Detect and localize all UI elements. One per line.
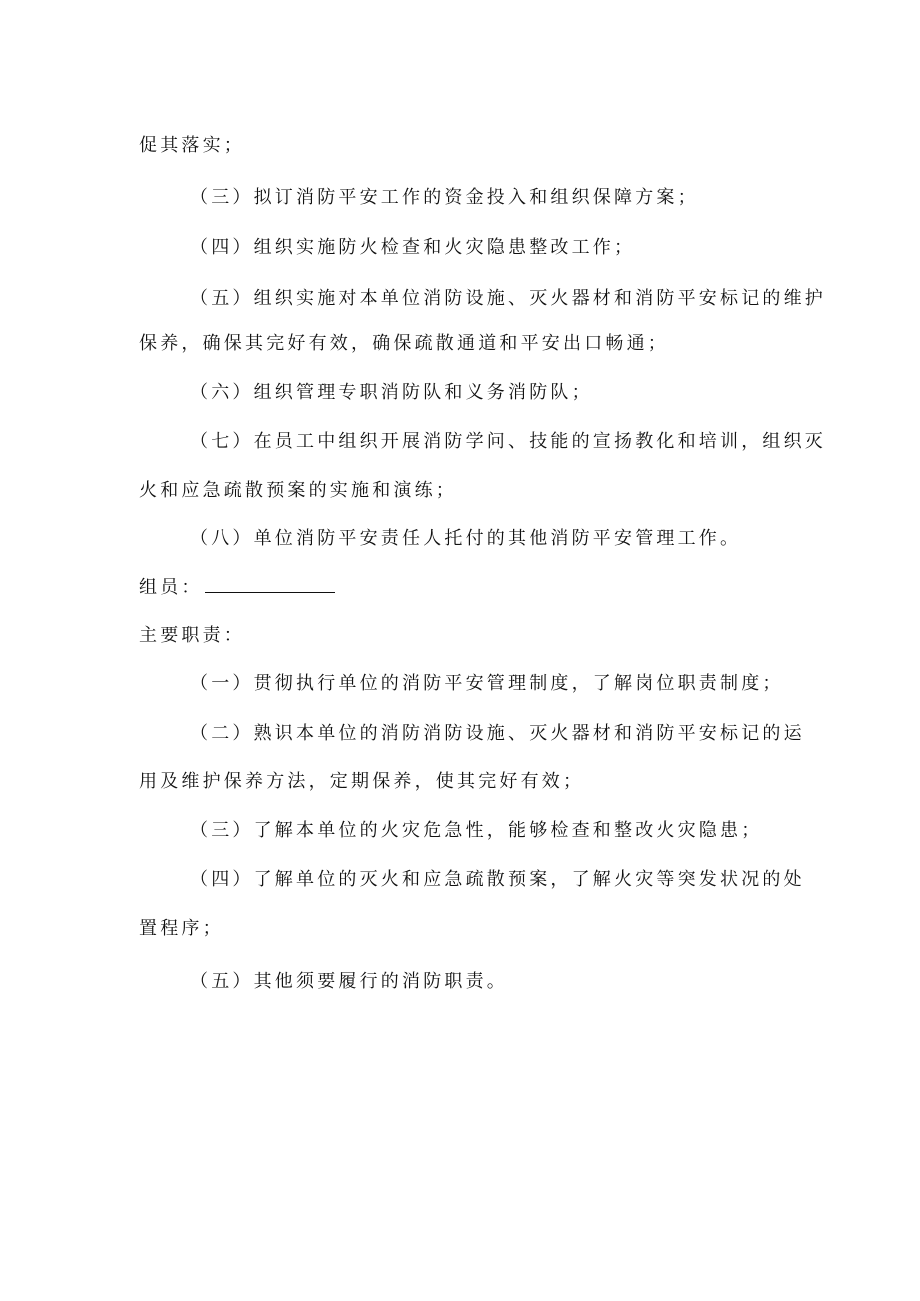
text-line: （三）了解本单位的火灾危急性，能够检查和整改火灾隐患；: [190, 820, 763, 841]
text-line: （六）组织管理专职消防队和义务消防队；: [190, 382, 593, 403]
text-line: 用及维护保养方法，定期保养，使其完好有效；: [139, 771, 585, 792]
member-label: 组员：: [139, 577, 203, 598]
text-line: （七）在员工中组织开展消防学问、技能的宣扬教化和培训，组织灭: [190, 431, 826, 452]
text-line: （五）其他须要履行的消防职责。: [190, 971, 508, 992]
text-line: （八）单位消防平安责任人托付的其他消防平安管理工作。: [190, 528, 742, 549]
text-line: 火和应急疏散预案的实施和演练；: [139, 480, 457, 501]
duties-label: 主要职责：: [139, 625, 245, 646]
text-line: 保养，确保其完好有效，确保疏散通道和平安出口畅通；: [139, 333, 669, 354]
text-line: （二）熟识本单位的消防消防设施、灭火器材和消防平安标记的运: [190, 723, 805, 744]
text-line: （四）组织实施防火检查和火灾隐患整改工作；: [190, 237, 636, 258]
member-line: [139, 576, 335, 600]
text-line: 置程序；: [139, 918, 224, 939]
text-line: （三）拟订消防平安工作的资金投入和组织保障方案；: [190, 187, 699, 208]
text-line: （四）了解单位的灭火和应急疏散预案，了解火灾等突发状况的处: [190, 869, 805, 890]
text-line: （五）组织实施对本单位消防设施、灭火器材和消防平安标记的维护: [190, 288, 826, 309]
text-line: 促其落实；: [139, 135, 245, 156]
text-line: （一）贯彻执行单位的消防平安管理制度，了解岗位职责制度；: [190, 673, 784, 694]
member-blank-field: [205, 576, 335, 593]
